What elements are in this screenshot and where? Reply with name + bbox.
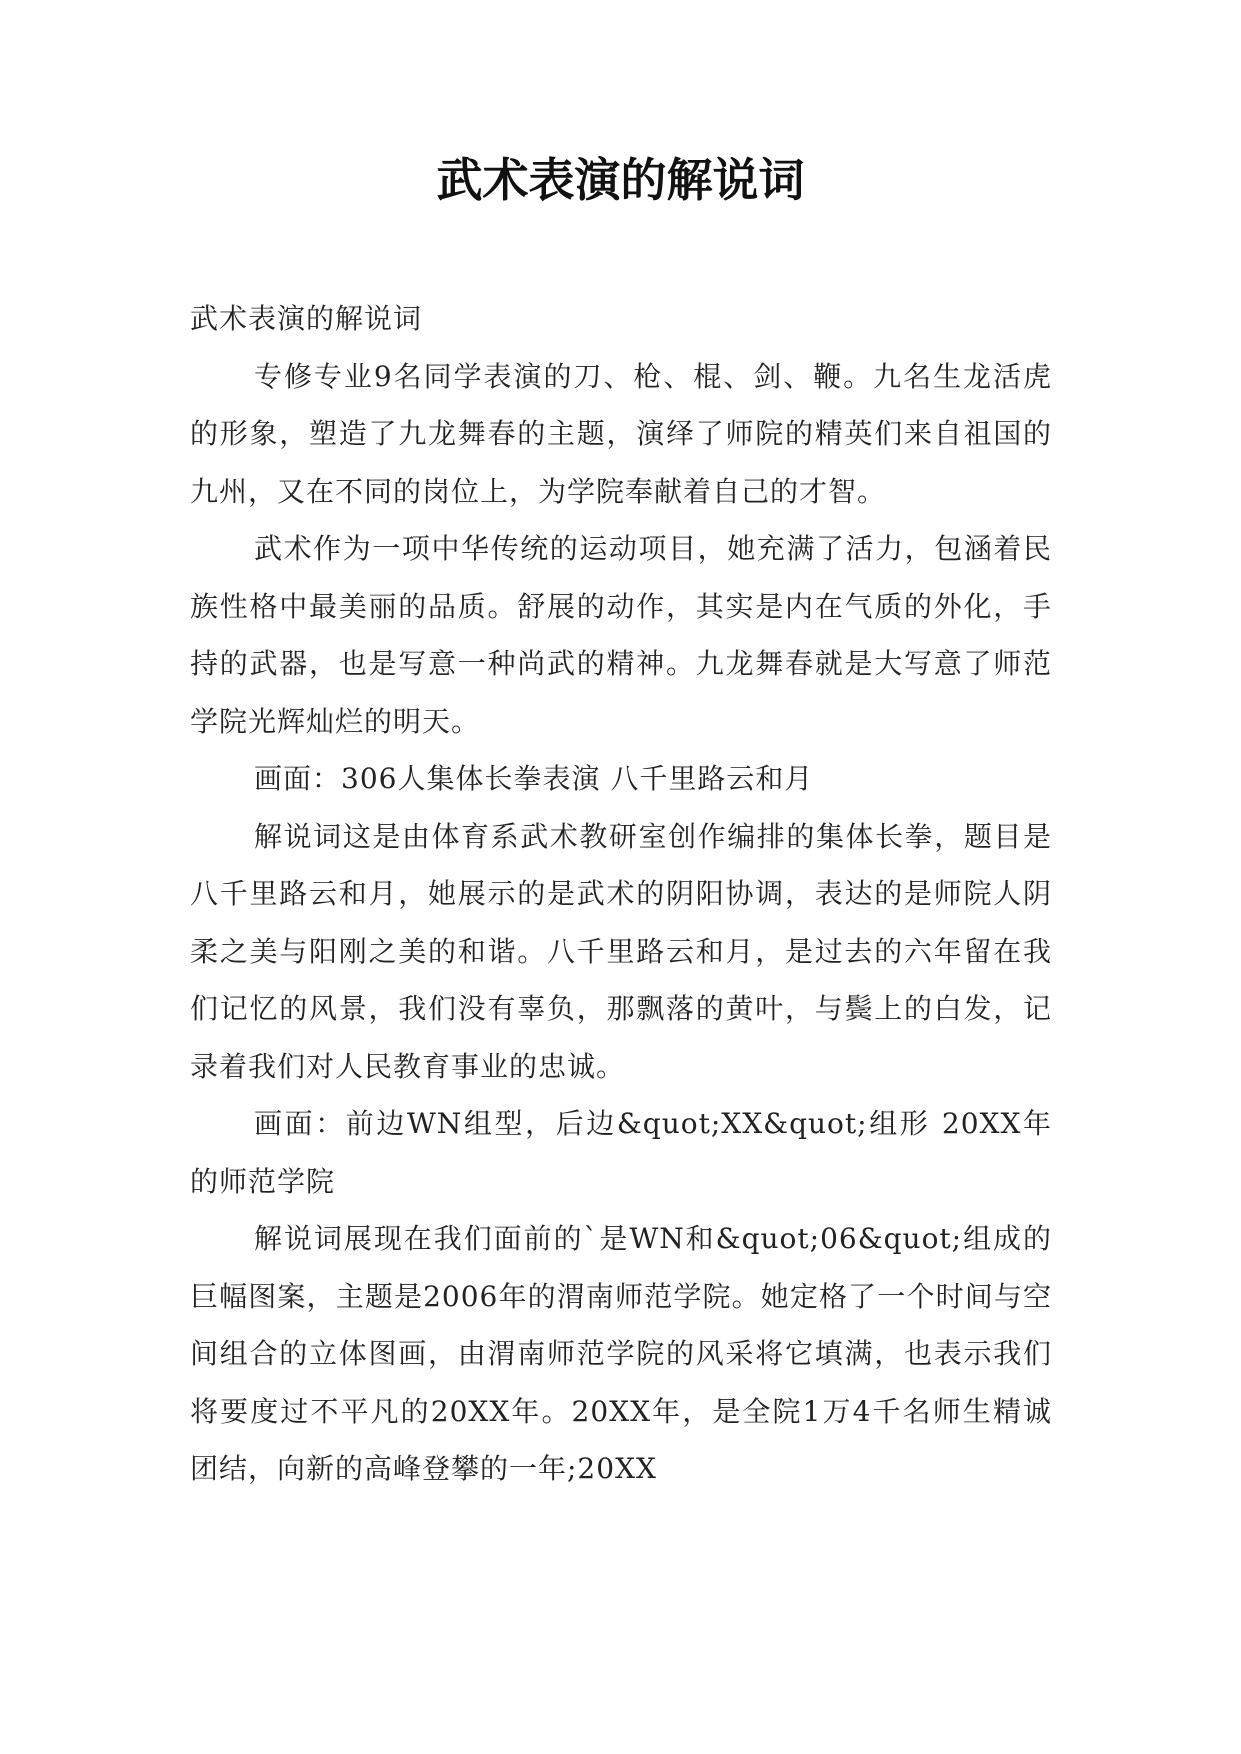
paragraph-heading: 武术表演的解说词 (190, 302, 423, 335)
document-body (190, 290, 1052, 1498)
document-title: 武术表演的解说词 (436, 153, 805, 207)
paragraph: 解说词展现在我们面前的`是WN和&quot;06&quot;组成的巨幅图案，主题是2006年的渭南师范学院。她定格了一个时间与空间组合的立体图画，由渭南师范学院的风采将它填满，也表示我们将要度过不平凡的20XX年。20XX年，是全院1万4千名师生精诚团结，向新的高峰登攀的一年;20XX (190, 1222, 1052, 1485)
paragraph: 画面：前边WN组型，后边&quot;XX&quot;组形 20XX年的师范学院 (190, 1107, 1052, 1198)
paragraph: 解说词这是由体育系武术教研室创作编排的集体长拳，题目是八千里路云和月，她展示的是武术的阴阳协调，表达的是师院人阴柔之美与阳刚之美的和谐。八千里路云和月，是过去的六年留在我们记忆的风景，我们没有辜负，那飘落的黄叶，与鬓上的白发，记录着我们对人民教育事业的忠诚。 (190, 819, 1052, 1083)
paragraph: 武术作为一项中华传统的运动项目，她充满了活力，包涵着民族性格中最美丽的品质。舒展的动作，其实是内在气质的外化，手持的武器，也是写意一种尚武的精神。九龙舞春就是大写意了师范学院光辉灿烂的明天。 (190, 532, 1052, 738)
paragraph: 画面：306人集体长拳表演 八千里路云和月 (254, 762, 814, 795)
paragraph: 专修专业9名同学表演的刀、枪、棍、剑、鞭。九名生龙活虎的形象，塑造了九龙舞春的主题，演绎了师院的精英们来自祖国的九州，又在不同的岗位上，为学院奉献着自己的才智。 (190, 359, 1052, 508)
